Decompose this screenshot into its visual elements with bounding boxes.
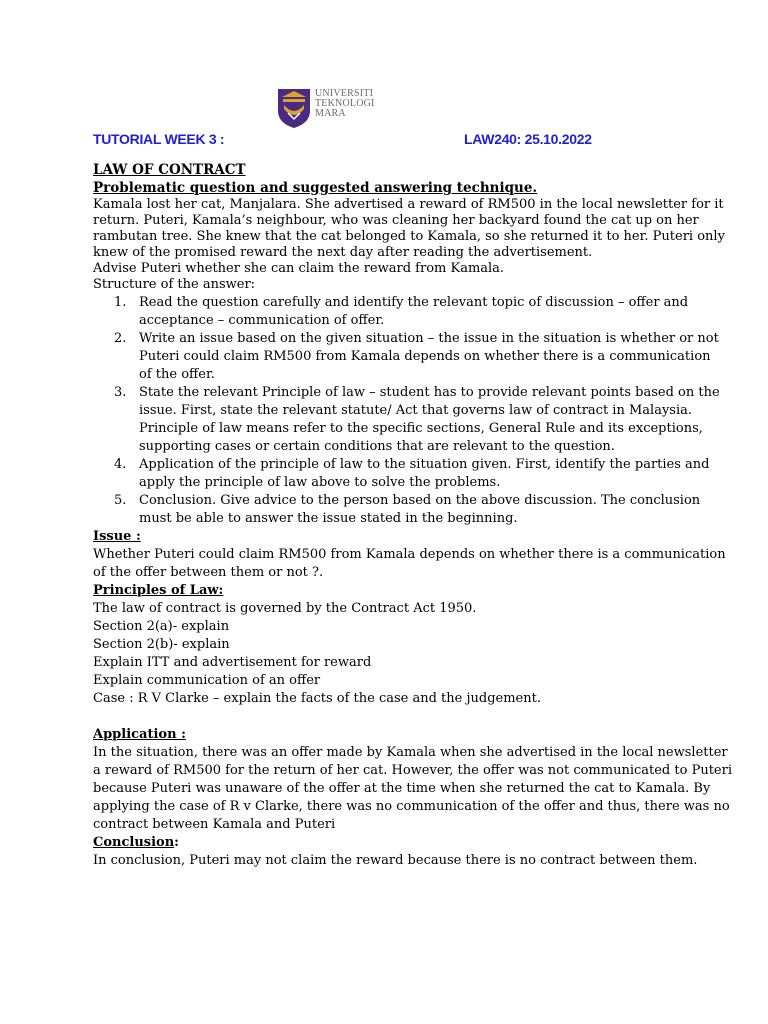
application-heading: Application : xyxy=(93,727,186,742)
page-subtitle: Problematic question and suggested answering technique. xyxy=(93,180,538,196)
principles-line: Explain ITT and advertisement for reward xyxy=(93,655,372,670)
principles-line: Section 2(a)- explain xyxy=(93,619,230,634)
step-line: apply the principle of law above to solve the problems. xyxy=(139,475,501,490)
application-line: contract between Kamala and Puteri xyxy=(93,817,336,832)
page-title: LAW OF CONTRACT xyxy=(93,162,246,178)
issue-line: Whether Puteri could claim RM500 from Kamala depends on whether there is a communication xyxy=(93,547,726,562)
step-number: 4. xyxy=(114,457,127,472)
step-line: supporting cases or certain conditions that are relevant to the question. xyxy=(139,439,615,454)
question-line: Advise Puteri whether she can claim the reward from Kamala. xyxy=(93,261,505,276)
logo-wordmark: UNIVERSITI TEKNOLOGI MARA xyxy=(315,88,375,119)
conclusion-heading xyxy=(93,834,179,852)
step-number: 3. xyxy=(114,385,127,400)
application-line: applying the case of R v Clarke, there was no communication of the offer and thus, there was no xyxy=(93,799,730,814)
step-line: State the relevant Principle of law – student has to provide relevant points based on the xyxy=(139,385,720,400)
step-number: 2. xyxy=(114,331,127,346)
issue-line: of the offer between them or not ?. xyxy=(93,565,324,580)
conclusion-line: In conclusion, Puteri may not claim the reward because there is no contract between them. xyxy=(93,853,698,868)
conclusion-heading-text: Conclusion xyxy=(93,835,175,850)
step-number: 1. xyxy=(114,295,127,310)
step-line: Conclusion. Give advice to the person based on the above discussion. The conclusion xyxy=(139,493,701,508)
step-line: Write an issue based on the given situation – the issue in the situation is whether or not xyxy=(139,331,719,346)
uitm-logo xyxy=(276,87,380,129)
question-line: Kamala lost her cat, Manjalara. She advertised a reward of RM500 in the local newsletter for it xyxy=(93,197,724,212)
principles-line: Case : R V Clarke – explain the facts of the case and the judgement. xyxy=(93,691,541,706)
question-line: return. Puteri, Kamala’s neighbour, who was cleaning her backyard found the cat up on her xyxy=(93,213,699,228)
question-line: rambutan tree. She knew that the cat belonged to Kamala, so she returned it to her. Puteri only xyxy=(93,229,725,244)
step-line: issue. First, state the relevant statute/ Act that governs law of contract in Malaysia. xyxy=(139,403,692,418)
question-line: Structure of the answer: xyxy=(93,277,256,292)
question-line: knew of the promised reward the next day after reading the advertisement. xyxy=(93,245,593,260)
conclusion-colon: : xyxy=(174,835,179,850)
principles-line: Section 2(b)- explain xyxy=(93,637,230,652)
course-date-header: LAW240: 25.10.2022 xyxy=(464,131,592,147)
step-line: Application of the principle of law to the situation given. First, identify the parties and xyxy=(139,457,710,472)
uitm-crest-icon xyxy=(276,87,312,129)
principles-line: Explain communication of an offer xyxy=(93,673,321,688)
step-line: Principle of law means refer to the specific sections, General Rule and its exceptions, xyxy=(139,421,703,436)
principles-line: The law of contract is governed by the Contract Act 1950. xyxy=(93,601,477,616)
step-line: of the offer. xyxy=(139,367,215,382)
principles-heading: Principles of Law: xyxy=(93,583,224,598)
step-line: Puteri could claim RM500 from Kamala depends on whether there is a communication xyxy=(139,349,711,364)
step-number: 5. xyxy=(114,493,127,508)
application-line: In the situation, there was an offer made by Kamala when she advertised in the local newsletter xyxy=(93,745,728,760)
issue-heading: Issue : xyxy=(93,529,141,544)
step-line: must be able to answer the issue stated in the beginning. xyxy=(139,511,518,526)
application-line: a reward of RM500 for the return of her cat. However, the offer was not communicated to Puteri xyxy=(93,763,732,778)
step-line: Read the question carefully and identify the relevant topic of discussion – offer and xyxy=(139,295,689,310)
application-line: because Puteri was unaware of the offer at the time when she returned the cat to Kamala. By xyxy=(93,781,711,796)
step-line: acceptance – communication of offer. xyxy=(139,313,385,328)
tutorial-week-header: TUTORIAL WEEK 3 : xyxy=(93,131,225,147)
